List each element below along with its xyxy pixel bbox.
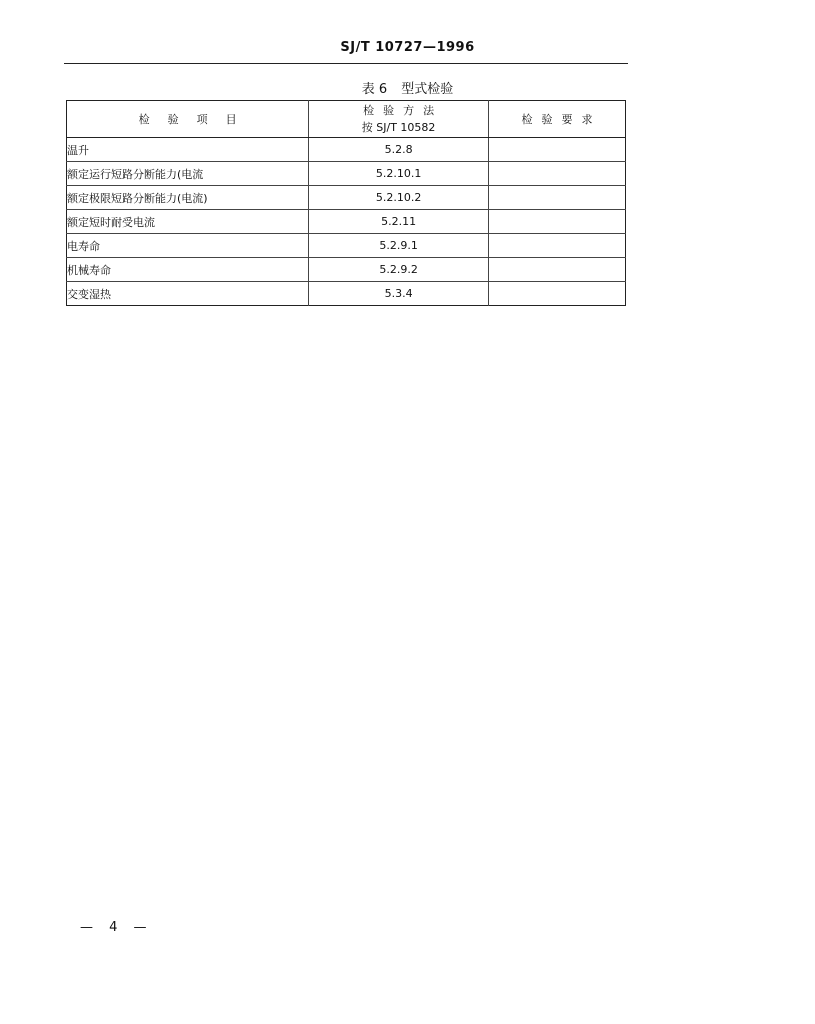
row-requirement (488, 162, 625, 186)
row-item: 额定短时耐受电流 (67, 210, 309, 234)
row-method: 5.2.11 (309, 210, 489, 234)
row-method: 5.2.9.2 (309, 258, 489, 282)
table-caption-title: 型式检验 (401, 82, 454, 97)
row-item: 机械寿命 (67, 258, 309, 282)
row-requirement (488, 282, 625, 306)
table-row (67, 234, 626, 258)
row-requirement (488, 186, 625, 210)
row-requirement (488, 210, 625, 234)
table-row (67, 210, 626, 234)
table-caption-number: 表 6 (361, 82, 388, 97)
row-item: 交变湿热 (67, 282, 309, 306)
header-method (309, 101, 489, 138)
header-rule (64, 63, 628, 64)
page-number: — 4 — (80, 920, 153, 935)
header-item: 检验项目 (67, 101, 309, 138)
row-item: 额定运行短路分断能力(电流 (67, 162, 309, 186)
row-requirement (488, 138, 625, 162)
table-caption (0, 78, 815, 97)
row-method: 5.2.10.1 (309, 162, 489, 186)
row-item: 电寿命 (67, 234, 309, 258)
standard-code-header: SJ/T 10727—1996 (340, 40, 475, 55)
header-method-line2: 按 SJ/T 10582 (361, 121, 436, 134)
row-requirement (488, 234, 625, 258)
header-method-line1: 检验方法 (363, 104, 444, 117)
row-method: 5.2.8 (309, 138, 489, 162)
table-row (67, 258, 626, 282)
table-row (67, 162, 626, 186)
table-row (67, 282, 626, 306)
row-method: 5.2.10.2 (309, 186, 489, 210)
row-item: 温升 (67, 143, 89, 157)
type-test-table (66, 100, 626, 306)
row-method: 5.3.4 (309, 282, 489, 306)
table-row (67, 138, 626, 162)
row-method: 5.2.9.1 (309, 234, 489, 258)
table-row (67, 186, 626, 210)
row-item: 额定极限短路分断能力(电流) (67, 186, 309, 210)
row-requirement (488, 258, 625, 282)
header-requirement: 检验要求 (488, 101, 625, 138)
table-header-row (67, 101, 626, 138)
